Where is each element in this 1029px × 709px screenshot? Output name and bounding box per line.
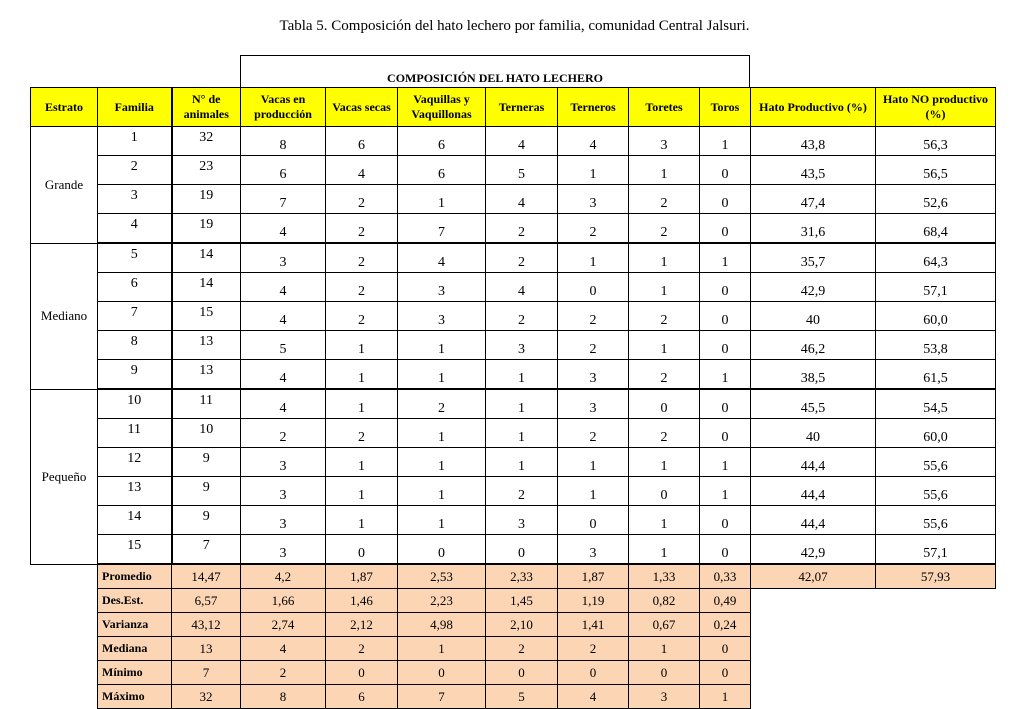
table-cell: 45,5 [751,389,876,419]
table-cell: 2 [629,302,700,331]
table-cell: 5 [241,331,326,360]
table-cell: 4 [241,389,326,419]
stats-spacer [31,685,98,709]
stats-label: Promedio [98,564,172,589]
stats-blank [876,685,996,709]
table-cell: 7 [98,302,172,331]
stats-cell: 4 [558,685,629,709]
stats-spacer [31,613,98,637]
table-cell: 3 [241,448,326,477]
table-cell: 10 [172,419,241,448]
stats-cell: 3 [629,685,700,709]
table-cell: 2 [326,185,398,214]
table-cell: 40 [751,419,876,448]
table-cell: 10 [98,389,172,419]
estrato-cell: Pequeño [31,389,98,564]
table-cell: 2 [629,185,700,214]
table-cell: 2 [326,214,398,244]
stats-blank [876,589,996,613]
table-cell: 1 [398,185,486,214]
table-cell: 11 [98,419,172,448]
table-cell: 6 [326,127,398,156]
table-cell: 1 [558,448,629,477]
table-cell: 0 [486,535,558,565]
table-cell: 14 [172,273,241,302]
table-cell: 4 [486,185,558,214]
table-cell: 3 [398,302,486,331]
stats-cell: 2,10 [486,613,558,637]
table-row [31,535,996,565]
table-cell: 0 [629,477,700,506]
stats-cell: 7 [172,661,241,685]
table-cell: 1 [326,360,398,390]
stats-cell: 1 [700,685,751,709]
stats-spacer [31,564,98,589]
stats-spacer [31,661,98,685]
table-cell: 2 [486,302,558,331]
table-cell: 1 [629,273,700,302]
stats-cell: 1 [398,637,486,661]
table-cell: 2 [558,302,629,331]
table-cell: 0 [700,302,751,331]
table-cell: 14 [172,243,241,273]
stats-blank [876,661,996,685]
table-cell: 68,4 [876,214,996,244]
stats-cell: 1,46 [326,589,398,613]
table-cell: 31,6 [751,214,876,244]
table-cell: 0 [700,389,751,419]
table-cell: 7 [172,535,241,565]
header-terneros: Terneros [558,88,629,127]
table-cell: 6 [398,127,486,156]
table-cell: 57,1 [876,535,996,565]
table-cell: 0 [700,419,751,448]
table-cell: 4 [241,273,326,302]
table-row [31,156,996,185]
table-cell: 2 [486,243,558,273]
header-hato-productivo: Hato Productivo (%) [751,88,876,127]
table-cell: 23 [172,156,241,185]
stats-cell: 1,87 [558,564,629,589]
stats-row [31,564,996,589]
table-cell: 1 [486,419,558,448]
table-cell: 11 [172,389,241,419]
table-cell: 43,8 [751,127,876,156]
table-cell: 3 [558,389,629,419]
stats-cell: 4,98 [398,613,486,637]
table-cell: 1 [486,360,558,390]
table-cell: 2 [326,419,398,448]
table-cell: 1 [326,477,398,506]
table-cell: 2 [558,214,629,244]
table-cell: 1 [398,331,486,360]
estrato-cell: Mediano [31,243,98,389]
table-cell: 9 [172,506,241,535]
table-cell: 1 [700,127,751,156]
table-cell: 4 [98,214,172,244]
table-cell: 3 [241,243,326,273]
stats-cell: 0,67 [629,613,700,637]
table-cell: 2 [326,273,398,302]
table-row [31,506,996,535]
table-cell: 4 [241,302,326,331]
table-cell: 44,4 [751,448,876,477]
table-cell: 9 [172,448,241,477]
stats-cell: 43,12 [172,613,241,637]
table-cell: 35,7 [751,243,876,273]
table-cell: 60,0 [876,419,996,448]
stats-cell: 57,93 [876,564,996,589]
table-cell: 43,5 [751,156,876,185]
stats-cell: 0,49 [700,589,751,613]
table-cell: 5 [486,156,558,185]
table-cell: 0 [558,506,629,535]
table-cell: 13 [172,360,241,390]
table-cell: 3 [486,331,558,360]
table-cell: 3 [241,535,326,565]
table-cell: 47,4 [751,185,876,214]
stats-cell: 1,19 [558,589,629,613]
table-cell: 1 [486,448,558,477]
table-cell: 61,5 [876,360,996,390]
stats-cell: 5 [486,685,558,709]
table-cell: 4 [398,243,486,273]
table-cell: 1 [558,477,629,506]
table-cell: 4 [486,273,558,302]
stats-cell: 1,41 [558,613,629,637]
table-cell: 9 [98,360,172,390]
table-cell: 0 [700,214,751,244]
table-cell: 2 [486,477,558,506]
table-cell: 1 [629,331,700,360]
table-cell: 3 [398,273,486,302]
table-row [31,448,996,477]
stats-row [31,661,996,685]
table-cell: 64,3 [876,243,996,273]
table-cell: 1 [398,419,486,448]
stats-cell: 6 [326,685,398,709]
table-cell: 42,9 [751,535,876,565]
table-cell: 2 [629,214,700,244]
table-cell: 3 [98,185,172,214]
table-cell: 1 [558,156,629,185]
header-animales: N° de animales [172,88,241,127]
stats-label: Mediana [98,637,172,661]
table-cell: 0 [629,389,700,419]
stats-blank [751,589,876,613]
table-cell: 1 [629,156,700,185]
stats-cell: 7 [398,685,486,709]
table-cell: 8 [98,331,172,360]
table-cell: 1 [326,448,398,477]
table-cell: 38,5 [751,360,876,390]
stats-cell: 0 [398,661,486,685]
stats-cell: 0 [486,661,558,685]
table-cell: 0 [700,331,751,360]
herd-composition-table [30,87,996,709]
table-cell: 2 [629,360,700,390]
stats-cell: 2 [241,661,326,685]
table-cell: 15 [98,535,172,565]
stats-cell: 2,74 [241,613,326,637]
table-cell: 3 [486,506,558,535]
table-row [31,477,996,506]
group-header: COMPOSICIÓN DEL HATO LECHERO [240,55,750,87]
table-row [31,243,996,273]
table-cell: 0 [700,185,751,214]
table-cell: 44,4 [751,477,876,506]
stats-blank [751,685,876,709]
table-cell: 12 [98,448,172,477]
table-cell: 55,6 [876,506,996,535]
header-row [31,88,996,127]
stats-blank [751,637,876,661]
header-hato-no-productivo: Hato NO productivo (%) [876,88,996,127]
table-cell: 1 [326,506,398,535]
table-cell: 56,5 [876,156,996,185]
stats-cell: 0 [700,661,751,685]
table-row [31,389,996,419]
table-cell: 4 [558,127,629,156]
stats-row [31,613,996,637]
header-toretes: Toretes [629,88,700,127]
stats-row [31,685,996,709]
table-cell: 2 [629,419,700,448]
table-cell: 57,1 [876,273,996,302]
stats-blank [876,637,996,661]
table-row [31,419,996,448]
table-row [31,273,996,302]
stats-blank [876,613,996,637]
stats-cell: 13 [172,637,241,661]
table-cell: 0 [700,535,751,565]
table-cell: 1 [629,506,700,535]
stats-blank [751,661,876,685]
header-familia: Familia [98,88,172,127]
stats-cell: 6,57 [172,589,241,613]
table-cell: 1 [398,506,486,535]
table-row [31,302,996,331]
header-vacas-secas: Vacas secas [326,88,398,127]
table-cell: 46,2 [751,331,876,360]
table-cell: 3 [558,185,629,214]
stats-cell: 4,2 [241,564,326,589]
stats-cell: 2,33 [486,564,558,589]
stats-cell: 1,87 [326,564,398,589]
table-row [31,331,996,360]
stats-cell: 32 [172,685,241,709]
table-cell: 0 [326,535,398,565]
table-cell: 13 [98,477,172,506]
table-cell: 2 [326,302,398,331]
header-vacas-produccion: Vacas en producción [241,88,326,127]
table-cell: 3 [629,127,700,156]
table-cell: 1 [486,389,558,419]
table-cell: 1 [629,243,700,273]
table-cell: 1 [398,360,486,390]
stats-cell: 4 [241,637,326,661]
table-cell: 2 [486,214,558,244]
stats-cell: 1 [629,637,700,661]
stats-cell: 2 [326,637,398,661]
table-cell: 55,6 [876,448,996,477]
table-cell: 1 [629,448,700,477]
table-cell: 8 [241,127,326,156]
table-cell: 32 [172,127,241,156]
table-cell: 2 [558,419,629,448]
table-cell: 3 [241,506,326,535]
table-caption: Tabla 5. Composición del hato lechero por familia, comunidad Central Jalsuri. [279,18,750,34]
table-cell: 60,0 [876,302,996,331]
stats-cell: 14,47 [172,564,241,589]
table-cell: 13 [172,331,241,360]
stats-cell: 2,53 [398,564,486,589]
table-cell: 52,6 [876,185,996,214]
table-cell: 4 [486,127,558,156]
stats-cell: 0 [326,661,398,685]
stats-label: Mínimo [98,661,172,685]
table-cell: 1 [326,389,398,419]
stats-cell: 2,12 [326,613,398,637]
stats-row [31,589,996,613]
table-cell: 9 [172,477,241,506]
stats-cell: 1,66 [241,589,326,613]
table-cell: 15 [172,302,241,331]
table-row [31,127,996,156]
table-cell: 1 [700,360,751,390]
stats-spacer [31,589,98,613]
table-cell: 40 [751,302,876,331]
table-cell: 4 [326,156,398,185]
table-cell: 1 [558,243,629,273]
estrato-cell: Grande [31,127,98,244]
table-cell: 1 [398,477,486,506]
stats-cell: 42,07 [751,564,876,589]
table-row [31,360,996,390]
table-cell: 5 [98,243,172,273]
table-cell: 7 [398,214,486,244]
table-cell: 19 [172,214,241,244]
stats-cell: 2 [486,637,558,661]
table-cell: 7 [241,185,326,214]
table-cell: 19 [172,185,241,214]
table-cell: 0 [398,535,486,565]
table-cell: 6 [241,156,326,185]
stats-cell: 2,23 [398,589,486,613]
stats-row [31,637,996,661]
stats-label: Máximo [98,685,172,709]
stats-cell: 0,33 [700,564,751,589]
stats-cell: 8 [241,685,326,709]
table-cell: 1 [629,535,700,565]
table-cell: 2 [326,243,398,273]
stats-cell: 2 [558,637,629,661]
table-cell: 2 [241,419,326,448]
table-cell: 1 [700,477,751,506]
stats-cell: 1,33 [629,564,700,589]
table-cell: 42,9 [751,273,876,302]
table-cell: 4 [241,360,326,390]
table-cell: 0 [700,273,751,302]
stats-cell: 0,82 [629,589,700,613]
table-cell: 55,6 [876,477,996,506]
header-toros: Toros [700,88,751,127]
stats-label: Des.Est. [98,589,172,613]
table-cell: 1 [700,243,751,273]
stats-spacer [31,637,98,661]
table-body [31,127,996,709]
table-cell: 4 [241,214,326,244]
stats-label: Varianza [98,613,172,637]
header-terneras: Terneras [486,88,558,127]
stats-cell: 0 [700,637,751,661]
table-cell: 0 [700,506,751,535]
table-cell: 6 [98,273,172,302]
table-cell: 53,8 [876,331,996,360]
table-cell: 1 [98,127,172,156]
table-cell: 1 [700,448,751,477]
table-cell: 2 [98,156,172,185]
table-cell: 0 [700,156,751,185]
table-cell: 14 [98,506,172,535]
table-cell: 3 [558,535,629,565]
table-cell: 44,4 [751,506,876,535]
stats-cell: 0 [629,661,700,685]
table-cell: 1 [326,331,398,360]
table-cell: 2 [398,389,486,419]
stats-cell: 0,24 [700,613,751,637]
header-vaquillas: Vaquillas y Vaquillonas [398,88,486,127]
table-cell: 3 [241,477,326,506]
table-cell: 56,3 [876,127,996,156]
table-row [31,214,996,244]
stats-blank [751,613,876,637]
stats-cell: 0 [558,661,629,685]
table-cell: 6 [398,156,486,185]
table-cell: 3 [558,360,629,390]
header-estrato: Estrato [31,88,98,127]
table-cell: 1 [398,448,486,477]
table-cell: 2 [558,331,629,360]
table-row [31,185,996,214]
stats-cell: 1,45 [486,589,558,613]
table-cell: 0 [558,273,629,302]
table-cell: 54,5 [876,389,996,419]
